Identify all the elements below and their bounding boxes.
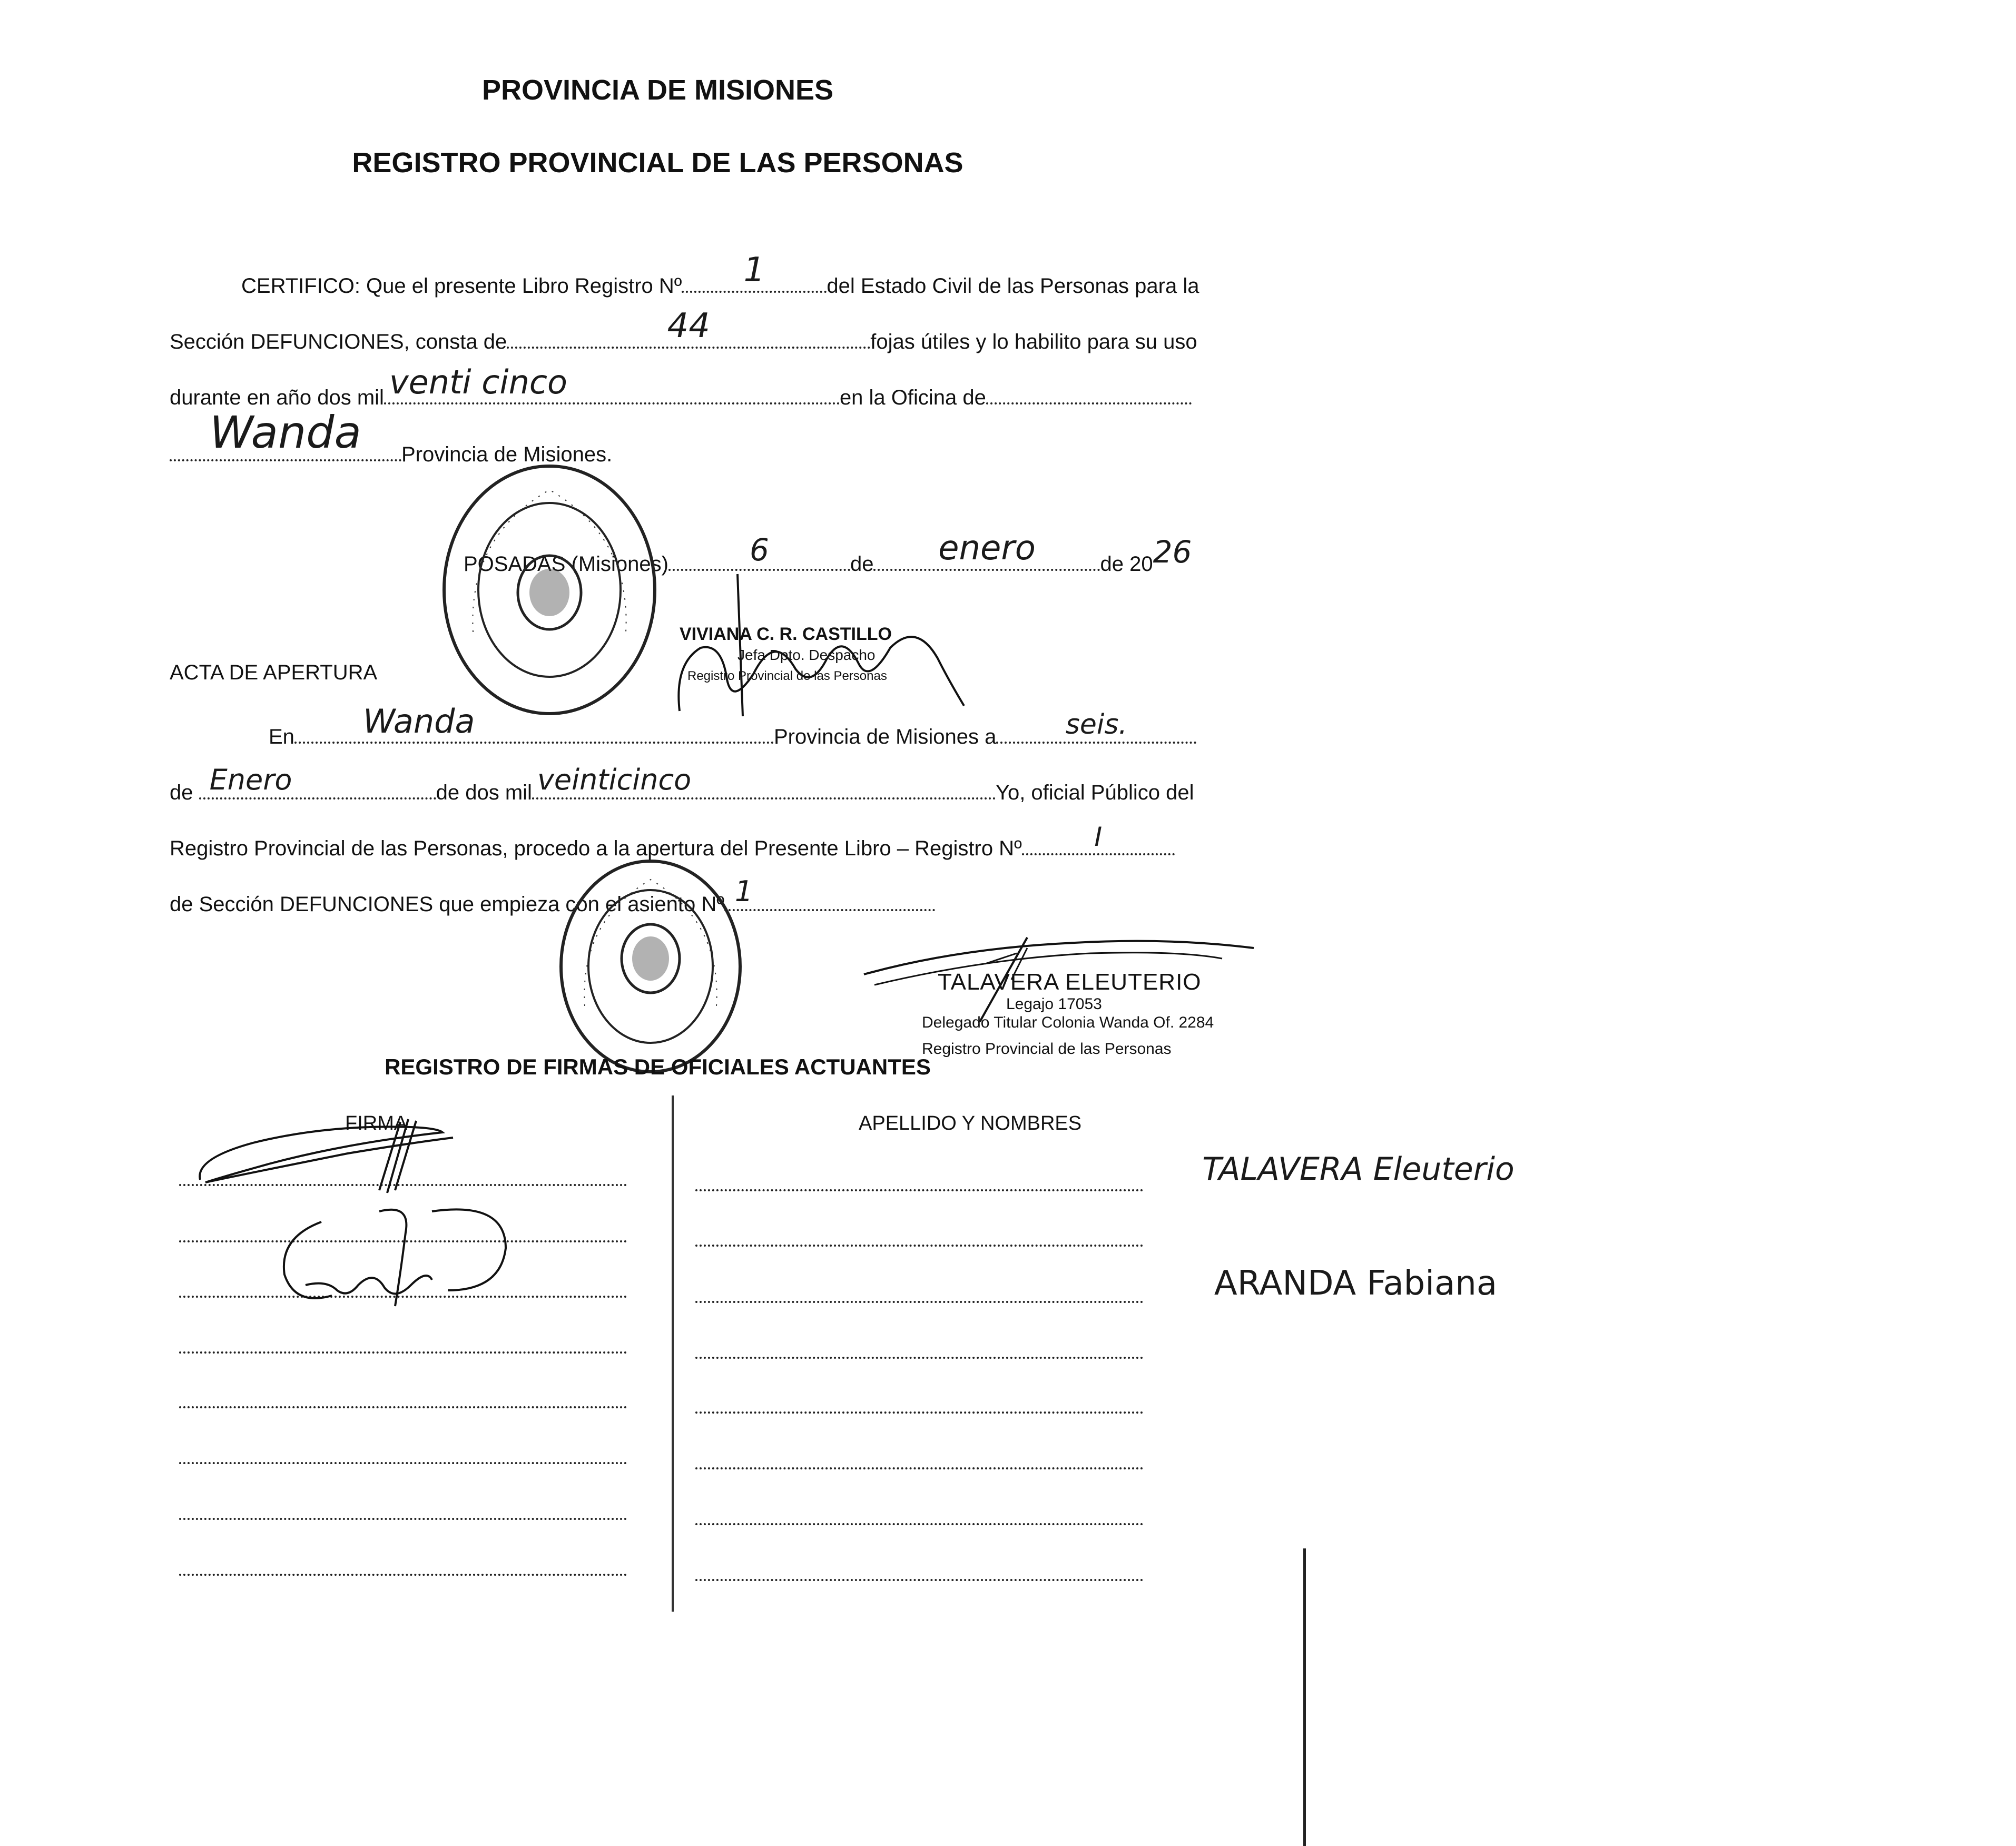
office-hand: Wanda (210, 407, 361, 458)
acta-month-hand: Enero (209, 763, 292, 796)
date-place: POSADAS (Misiones) (464, 552, 668, 576)
firma-row-5 (179, 1402, 627, 1408)
acta-line-2 (170, 763, 1194, 805)
cert-line-1-text-b: del Estado Civil de las Personas para la (827, 274, 1199, 298)
cert-line-3 (170, 363, 1192, 410)
acta-day-field (996, 709, 1196, 744)
stamp-viviana-name: VIVIANA C. R. CASTILLO (680, 624, 892, 644)
signature-aranda-firma (274, 1201, 516, 1317)
signatures-heading: REGISTRO DE FIRMAS DE OFICIALES ACTUANTES (385, 1054, 931, 1079)
stamp-viviana-org: Registro Provincial de las Personas (687, 669, 887, 683)
fojas-field (507, 307, 870, 349)
acta-line-4-text-a: de Sección DEFUNCIONES que empieza con el asiento Nº (170, 893, 724, 916)
firma-row-7 (179, 1514, 627, 1520)
registry-title: REGISTRO PROVINCIAL DE LAS PERSONAS (352, 147, 963, 179)
date-de-1: de (850, 552, 874, 576)
stamp-talavera-org: Registro Provincial de las Personas (922, 1040, 1172, 1058)
scan-edge-line (1303, 1548, 1306, 1846)
date-year-hand: 26 (1153, 534, 1192, 570)
col-firma-header: FIRMA (345, 1112, 408, 1134)
cert-line-3-text-a: durante en año dos mil (170, 386, 384, 409)
provincial-registry-seal (436, 458, 663, 722)
acta-year-field (532, 763, 996, 799)
acta-book-field (1022, 822, 1175, 855)
cert-line-4-text: Provincia de Misiones. (401, 443, 613, 466)
cert-line-2 (170, 307, 1197, 354)
office-dots (986, 381, 1192, 404)
stamp-talavera-role: Delegado Titular Colonia Wanda Of. 2284 (922, 1014, 1214, 1031)
acta-line-1 (269, 702, 1196, 749)
firma-row-6 (179, 1458, 627, 1464)
province-title: PROVINCIA DE MISIONES (481, 74, 834, 106)
fojas-hand: 44 (667, 307, 710, 345)
stamp-viviana-role: Jefa Dpto. Despacho (737, 647, 876, 663)
date-day-hand: 6 (750, 532, 769, 568)
cert-line-2-text-b: fojas útiles y lo habilito para su uso (870, 330, 1197, 353)
signature-talavera-firma (190, 1106, 464, 1196)
acta-place-field (294, 702, 774, 744)
acta-line-2-text-c: Yo, oficial Público del (995, 781, 1194, 804)
stamp-talavera-name: TALAVERA ELEUTERIO (938, 969, 1202, 995)
office-field (170, 407, 401, 461)
date-month-field (873, 529, 1100, 571)
acta-heading: ACTA DE APERTURA (170, 661, 378, 684)
colonia-wanda-seal (553, 853, 748, 1080)
firma-row-8 (179, 1569, 627, 1576)
cert-line-3-text-b: en la Oficina de (839, 386, 986, 409)
acta-year-hand: veinticinco (537, 763, 692, 796)
acta-entry-hand: 1 (734, 875, 753, 908)
acta-place-hand: Wanda (362, 702, 475, 741)
year-hand: venti cinco (389, 363, 567, 401)
name-entry-1: TALAVERA Eleuterio (1202, 1151, 1515, 1188)
acta-entry-field (724, 875, 935, 911)
acta-line-3-text-a: Registro Provincial de las Personas, procedo a la apertura del Presente Libro – Registro Nº (170, 837, 1022, 860)
year-field (384, 363, 840, 404)
date-month-hand: enero (938, 529, 1036, 568)
acta-day-hand: seis. (1065, 709, 1127, 741)
name-entry-3: ARANDA Fabiana (1214, 1264, 1498, 1303)
col-nombres-header: APELLIDO Y NOMBRES (859, 1112, 1082, 1134)
acta-line-1-text-a: En (269, 725, 294, 748)
stamp-talavera-legajo: Legajo 17053 (1006, 995, 1102, 1013)
column-divider (672, 1095, 674, 1612)
acta-line-2-text-a: de (170, 781, 193, 804)
cert-line-1 (241, 251, 1199, 298)
acta-month-field (199, 763, 436, 799)
book-number-hand: 1 (743, 251, 765, 290)
date-de-2: de 20 (1100, 552, 1153, 576)
acta-line-4 (170, 875, 935, 916)
acta-book-hand: I (1094, 822, 1103, 852)
date-day-field (668, 532, 850, 571)
acta-line-1-text-b: Provincia de Misiones a (773, 725, 997, 748)
acta-line-2-text-b: de dos mil (436, 781, 532, 804)
cert-line-2-text-a: Sección DEFUNCIONES, consta de (170, 330, 507, 353)
book-number-field (682, 251, 827, 293)
cert-line-1-text-a: CERTIFICO: Que el presente Libro Registro Nº (241, 274, 682, 298)
firma-row-4 (179, 1347, 627, 1354)
